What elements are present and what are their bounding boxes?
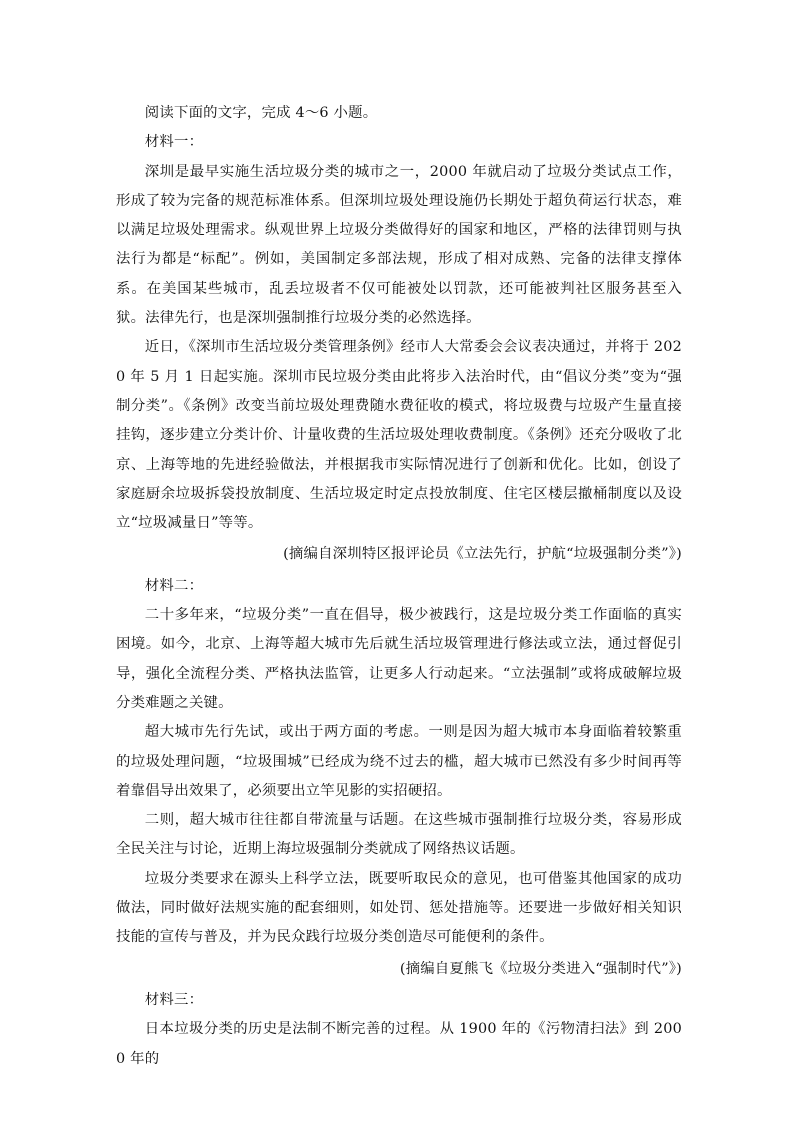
material-1-source: (摘编自深圳特区报评论员《立法先行，护航“垃圾强制分类”》) [283,546,682,563]
material-2-paragraph-1: 二十多年来，“垃圾分类”一直在倡导，极少被践行，这是垃圾分类工作面临的真实困境。如今，北京、上海等超大城市先后就生活垃圾管理进行修法或立法，通过督促引导，强化全流程分类、严格执法监管，让更多人行动起来。“立法强制”或将成破解垃圾分类难题之关键。 [116,607,682,711]
material-1-paragraph-1: 深圳是最早实施生活垃圾分类的城市之一，2000 年就启动了垃圾分类试点工作，形成了较为完备的规范标准体系。但深圳垃圾处理设施仍长期处于超负荷运行状态，难以满足垃圾处理需求。纵观世界上垃圾分类做得好的国家和地区，严格的法律罚则与执法行为都是“标配”。例如，美国制定多部法规，形成了相对成熟、完备的法律支撑体系。在美国某些城市，乱丢垃圾者不仅可能被处以罚款，还可能被判社区服务甚至入狱。法律先行，也是深圳强制推行垃圾分类的必然选择。 [116,163,682,327]
material-3-label: 材料三： [144,991,204,1008]
material-2-paragraph-2: 超大城市先行先试，或出于两方面的考虑。一则是因为超大城市本身面临着较繁重的垃圾处理问题，“垃圾围城”已经成为绕不过去的槛，超大城市已然没有多少时间再等着靠倡导出效果了，必须要出立竿见影的实招硬招。 [116,724,682,799]
material-2-paragraph-3: 二则，超大城市往往都自带流量与话题。在这些城市强制推行垃圾分类，容易形成全民关注与讨论，近期上海垃圾强制分类就成了网络热议话题。 [116,812,682,858]
material-3-paragraph-1: 日本垃圾分类的历史是法制不断完善的过程。从 1900 年的《污物清扫法》到 2000 年的 [116,1021,682,1067]
document-body [116,99,682,1074]
material-1-paragraph-2: 近日，《深圳市生活垃圾分类管理条例》经市人大常委会会议表决通过，并将于 2020 年 5 月 1 日起实施。深圳市民垃圾分类由此将步入法治时代，由“倡议分类”变为“强制分类”。《条例》改变当前垃圾处理费随水费征收的模式，将垃圾费与垃圾产生量直接挂钩，逐步建立分类计价、计量收费的生活垃圾处理收费制度。《条例》还充分吸收了北京、上海等地的先进经验做法，并根据我市实际情况进行了创新和优化。比如，创设了家庭厨余垃圾拆袋投放制度、生活垃圾定时定点投放制度、住宅区楼层撤桶制度以及设立“垃圾减量日”等等。 [116,339,682,532]
material-2-paragraph-4: 垃圾分类要求在源头上科学立法，既要听取民众的意见，也可借鉴其他国家的成功做法，同时做好法规实施的配套细则，如处罚、惩处措施等。还要进一步做好相关知识技能的宣传与普及，并为民众践行垃圾分类创造尽可能便利的条件。 [116,870,682,946]
material-2-source: (摘编自夏熊飞《垃圾分类进入“强制时代”》) [399,960,682,977]
material-1-label: 材料一： [144,134,204,151]
material-2-label: 材料二： [144,577,204,594]
reading-instruction: 阅读下面的文字，完成 4～6 小题。 [144,105,378,121]
